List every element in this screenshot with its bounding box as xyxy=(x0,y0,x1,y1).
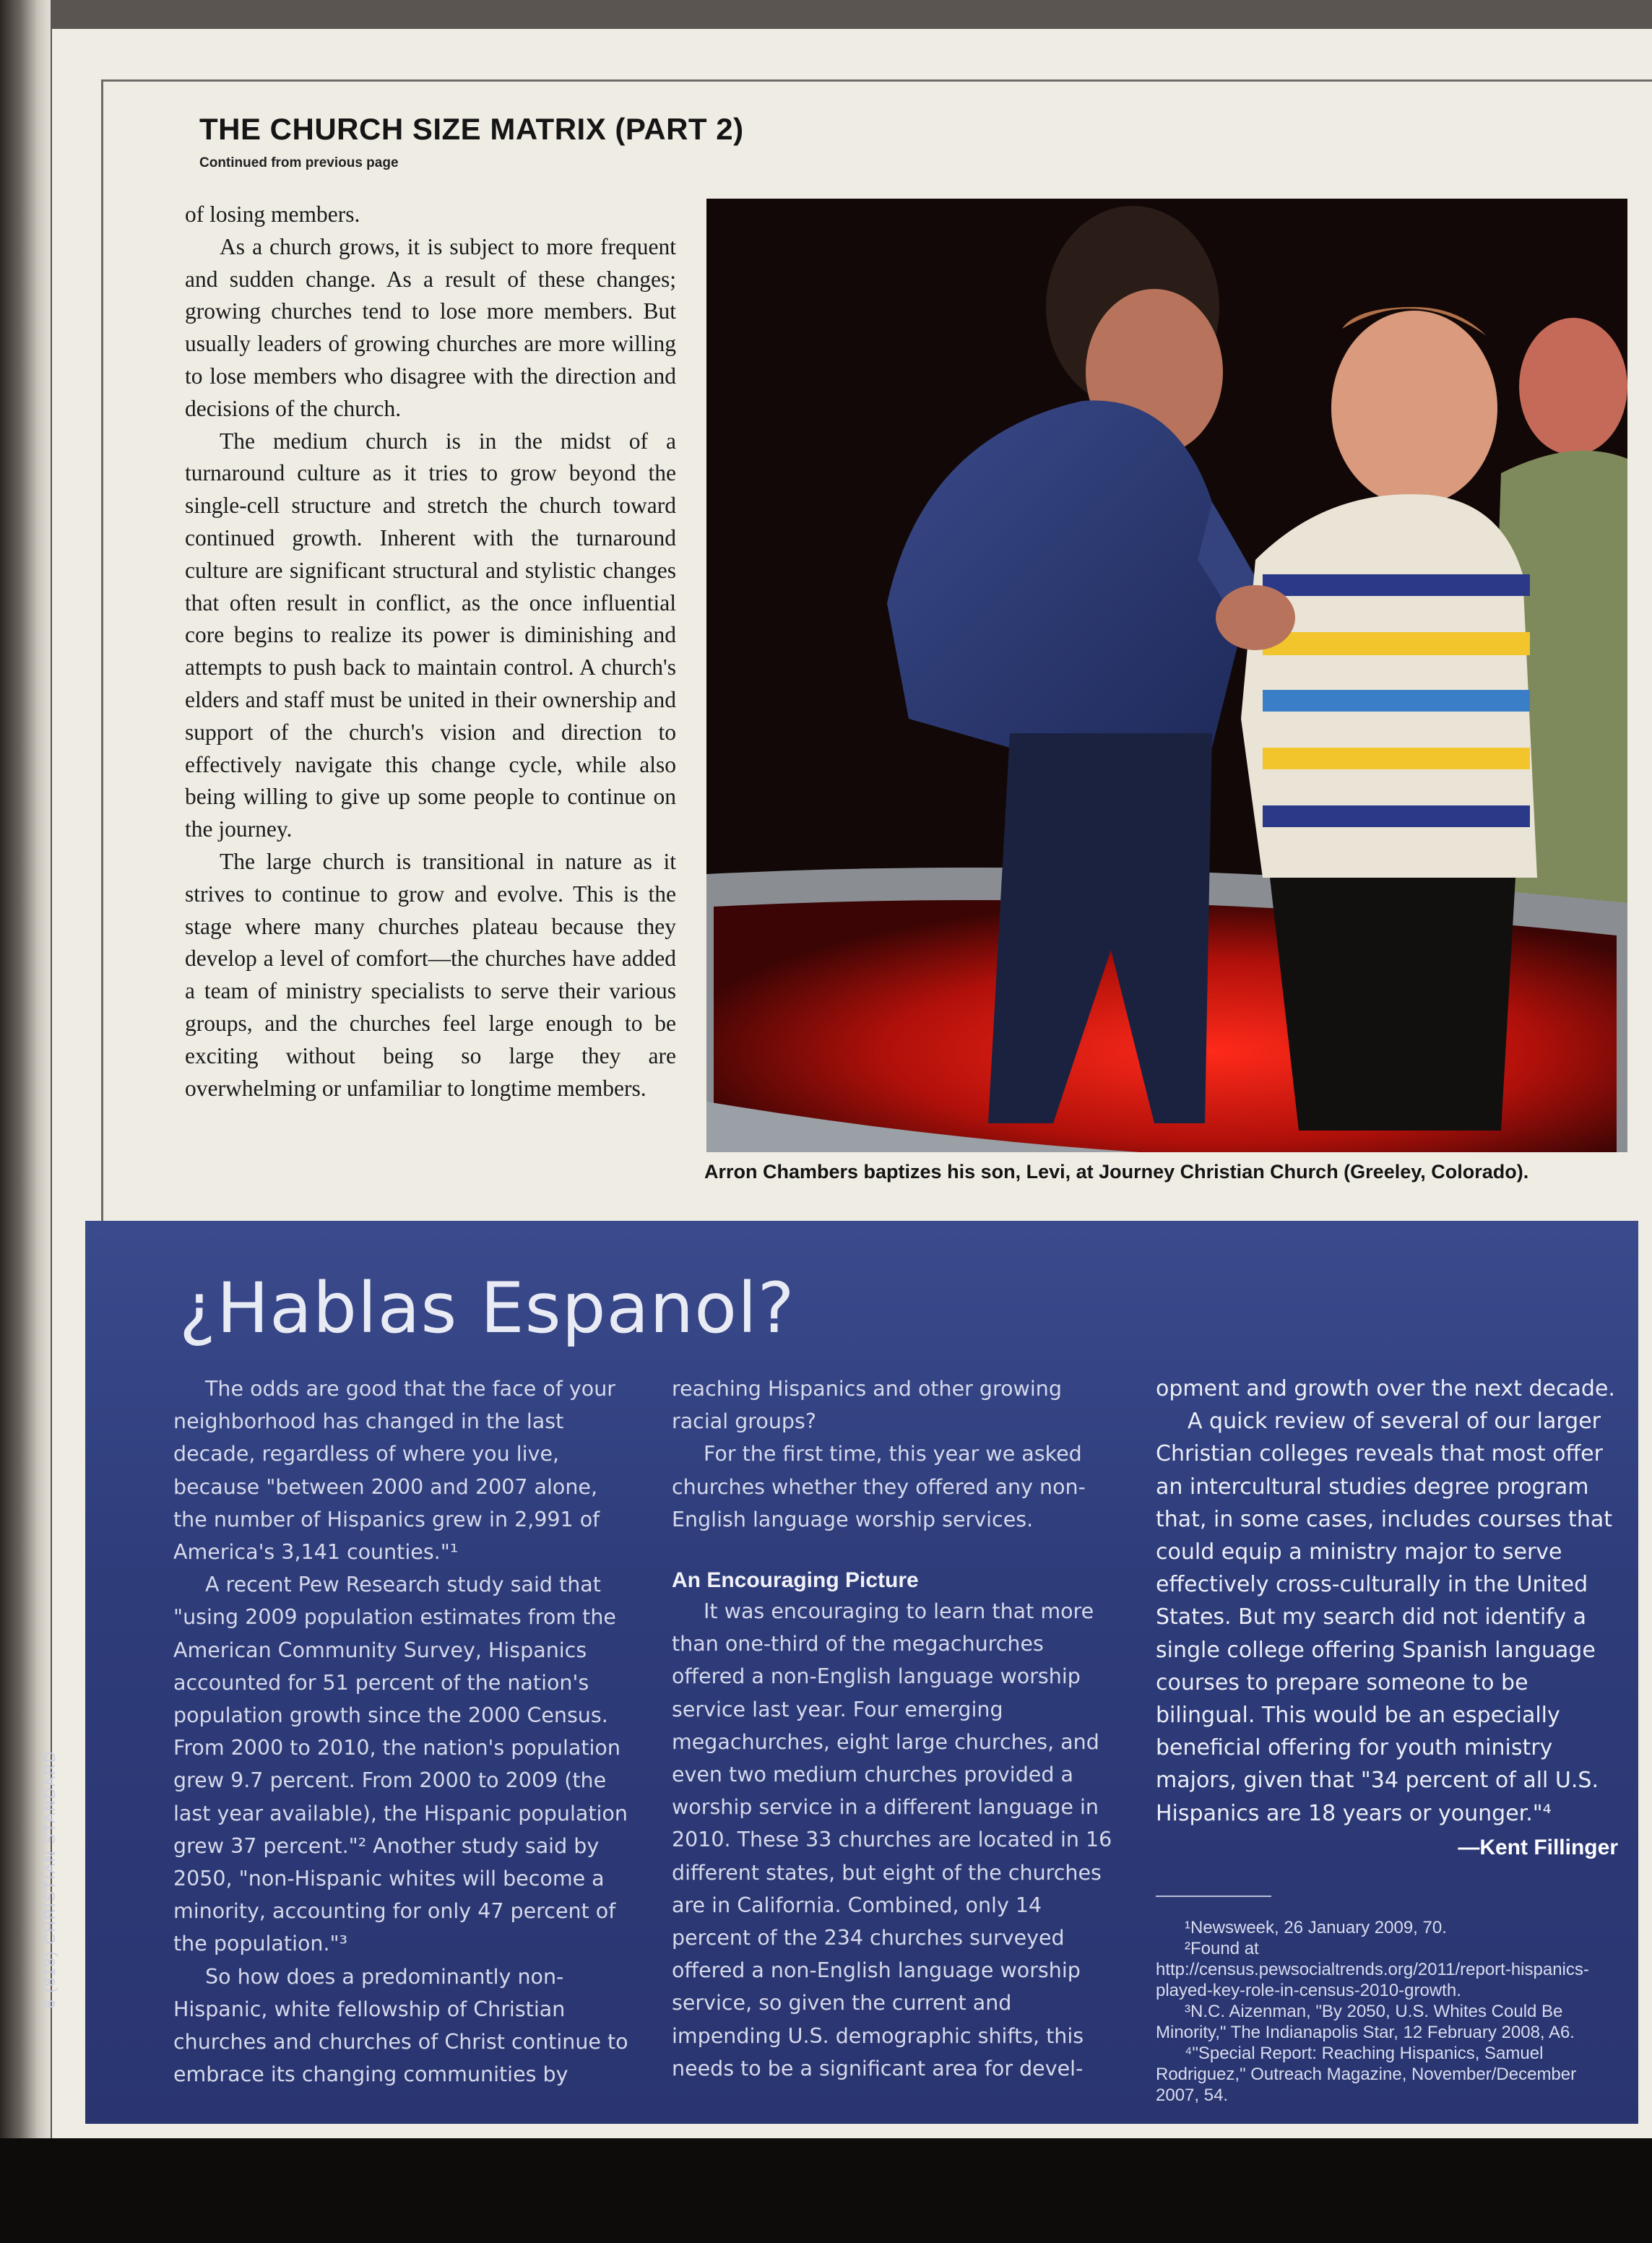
author-byline: —Kent Fillinger xyxy=(1458,1835,1618,1859)
background-edge xyxy=(0,2138,1652,2243)
sidebar-column-1 xyxy=(173,1373,636,2091)
sidebar-column-2 xyxy=(672,1373,1120,2085)
continued-note: Continued from previous page xyxy=(199,155,399,170)
photo-caption: Arron Chambers baptizes his son, Levi, at Journey Christian Church (Greeley, Colorado). xyxy=(704,1161,1529,1183)
sidebar-paragraph: It was encouraging to learn that more than one-third of the megachurches offered a non-English language worship service last year. Four emerging megachurches, eight large churches, and even two medium churches provided a worship service in a different language in 2010. These 33 churches are located in 16 different states, but eight of the churches are in California. Combined, only 14 percent of the 234 churches surveyed offered a non-English language worship service, so given the current and impending U.S. demographic shifts, this needs to be a significant area for devel- xyxy=(672,1599,1112,2080)
article-left-column xyxy=(185,199,676,1105)
folio-text: 6 (818) CHRISTIAN STANDARD xyxy=(42,1750,59,2008)
sidebar-paragraph: opment and growth over the next decade. xyxy=(1156,1376,1615,1401)
sidebar-title: ¿Hablas Espanol? xyxy=(179,1268,795,1349)
sidebar-paragraph: The odds are good that the face of your neighborhood has changed in the last decade, regardless of where you live, because "between 2000 and 2007 alone, the number of Hispanics grew in 2,991 of America's 3,141 counties."¹ xyxy=(173,1377,615,1565)
article-paragraph: of losing members. xyxy=(185,202,360,227)
footnote: ²Found at http://census.pewsocialtrends.org/2011/report-hispanics-played-key-role-in-census-2010-growth. xyxy=(1156,1939,1589,2001)
section-title: THE CHURCH SIZE MATRIX (PART 2) xyxy=(199,112,744,146)
sidebar-paragraph: A quick review of several of our larger Christian colleges reveals that most offer an intercultural studies degree program that, in some cases, includes courses that could equip a ministry major to serve effectively cross-culturally in the United States. But my search did not identify a single college offering Spanish language courses to prepare someone to be bilingual. This would be an especially beneficial offering for youth ministry majors, given that "34 percent of all U.S. Hispanics are 18 years or younger."⁴ xyxy=(1156,1409,1612,1826)
footnote-divider xyxy=(1156,1896,1271,1897)
footnotes xyxy=(1156,1917,1618,2106)
footnote: ³N.C. Aizenman, "By 2050, U.S. Whites Could Be Minority," The Indianapolis Star, 12 February 2008, A6. xyxy=(1156,2002,1575,2043)
footnote: ¹Newsweek, 26 January 2009, 70. xyxy=(1185,1918,1447,1938)
sidebar-subheading: An Encouraging Picture xyxy=(672,1568,919,1593)
sidebar-column-3 xyxy=(1156,1373,1618,2106)
article-paragraph: The large church is transitional in nature as it strives to continue to grow and evolve. This is the stage where many churches plateau because they develop a level of comfort—the churches have added a team of ministry specialists to serve their various groups, and the churches feel large enough to be exciting without being so large they are overwhelming or unfamiliar to longtime members. xyxy=(185,848,676,1101)
sidebar-paragraph: For the first time, this year we asked churches whether they offered any non-English language worship services. xyxy=(672,1442,1086,1531)
article-paragraph: As a church grows, it is subject to more frequent and sudden change. As a result of these changes; growing churches tend to lose more members. But usually leaders of growing churches are more willing to lose members who disagree with the direction and decisions of the church. xyxy=(185,233,676,421)
footnote: ⁴"Special Report: Reaching Hispanics, Samuel Rodriguez," Outreach Magazine, November/December 2007, 54. xyxy=(1156,2044,1577,2106)
article-paragraph: The medium church is in the midst of a turnaround culture as it tries to grow beyond the single-cell structure and stretch the church toward continued growth. Inherent with the turnaround culture are significant structural and stylistic changes that often result in conflict, as the once influential core begins to realize its power is diminishing and attempts to push back to maintain control. A church's elders and staff must be united in their ownership and support of the church's vision and direction to effectively navigate this change cycle, while also being willing to give up some people to continue on the journey. xyxy=(185,428,676,842)
sidebar-paragraph: A recent Pew Research study said that "using 2009 population estimates from the American Community Survey, Hispanics accounted for 51 percent of the nation's population growth since the 2000 Census. From 2000 to 2010, the nation's population grew 9.7 percent. From 2000 to 2009 (the last year available), the Hispanic population grew 37 percent."² Another study said by 2050, "non-Hispanic whites will become a minority, accounting for only 47 percent of the population."³ xyxy=(173,1573,628,1956)
sidebar-paragraph: So how does a predominantly non-Hispanic, white fellowship of Christian churches and churches of Christ continue to embrace its changing communities by xyxy=(173,1964,628,2087)
baptism-photo xyxy=(706,199,1627,1152)
sidebar-paragraph: reaching Hispanics and other growing racial groups? xyxy=(672,1377,1062,1434)
